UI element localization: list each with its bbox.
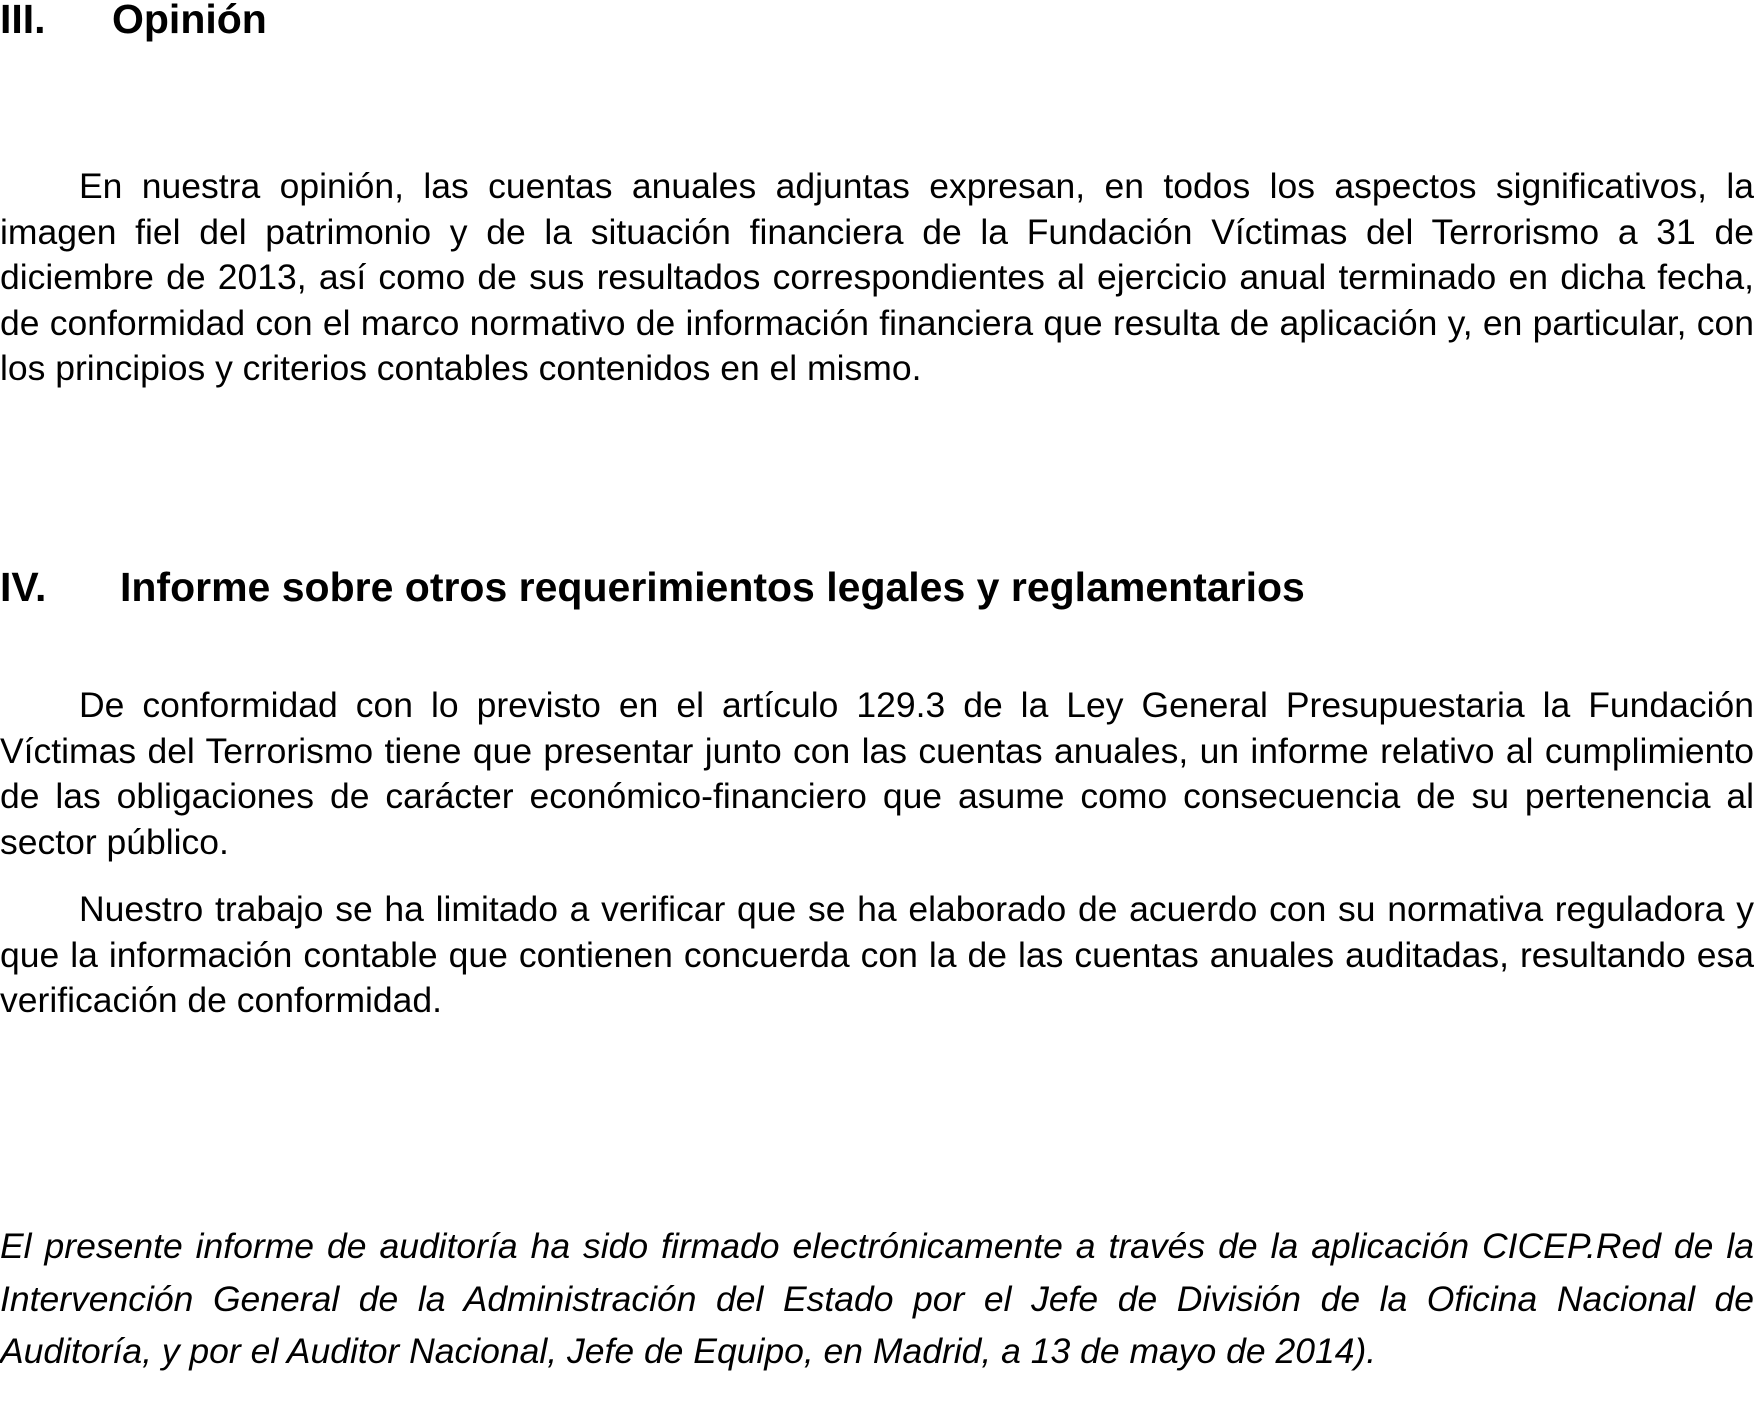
signature-note: El presente informe de auditoría ha sido firmado electrónicamente a través de la aplicación CICEP.Red de la Intervención General de la Administración del Estado por el Jefe de División de la Oficina Nacional de Auditoría, y por el Auditor Nacional, Jefe de Equipo, en Madrid, a 13 de mayo de 2014). [0, 1226, 1754, 1371]
section-title: Opinión [112, 0, 267, 42]
section-title: Informe sobre otros requerimientos legales y reglamentarios [120, 564, 1305, 610]
legal-requirements-paragraph: De conformidad con lo previsto en el artículo 129.3 de la Ley General Presupuestaria la Fundación Víctimas del Terrorismo tiene que presentar junto con las cuentas anuales, un informe relativo al cumplimiento de las obligaciones de carácter económico-financiero que asume como consecuencia de su pertenencia al sector público. [0, 685, 1754, 862]
verification-paragraph: Nuestro trabajo se ha limitado a verificar que se ha elaborado de acuerdo con su normativa reguladora y que la información contable que contienen concuerda con la de las cuentas anuales auditadas, resultando esa verificación de conformidad. [0, 889, 1754, 1020]
opinion-paragraph: En nuestra opinión, las cuentas anuales adjuntas expresan, en todos los aspectos significativos, la imagen fiel del patrimonio y de la situación financiera de la Fundación Víctimas del Terrorismo a 31 de diciembre de 2013, así como de sus resultados correspondientes al ejercicio anual terminado en dicha fecha, de conformidad con el marco normativo de información financiera que resulta de aplicación y, en particular, con los principios y criterios contables contenidos en el mismo. [0, 166, 1754, 388]
section-heading-legal-requirements [0, 564, 1305, 610]
section-heading-opinion [0, 0, 267, 40]
section-number: III. [0, 0, 46, 42]
section-number: IV. [0, 564, 47, 610]
